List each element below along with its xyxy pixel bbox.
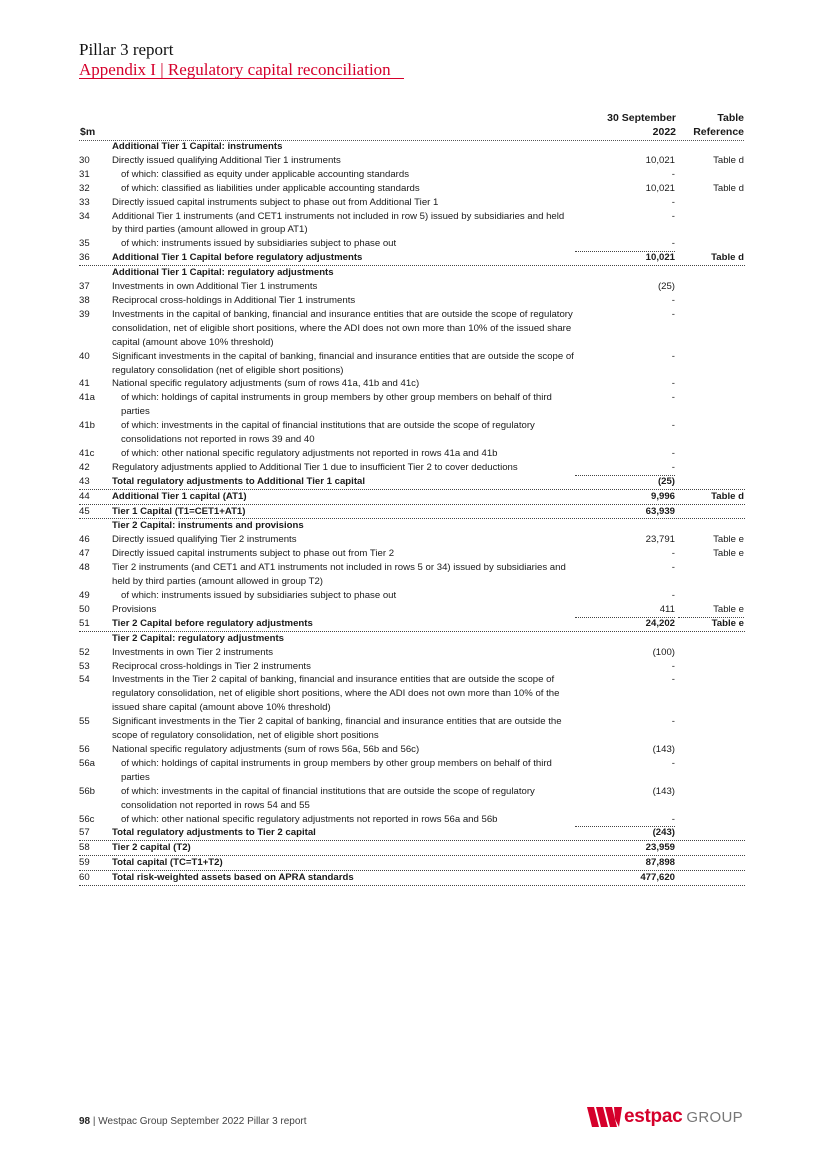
row-value: (25) (657, 475, 675, 487)
table-row (79, 757, 745, 785)
row-number: 56b (79, 785, 96, 797)
page-footer (79, 1116, 307, 1127)
row-value: - (575, 813, 675, 828)
row-reference: Table d (711, 252, 744, 264)
capital-reconciliation-table (79, 140, 745, 886)
row-value: 10,021 (645, 154, 675, 166)
table-row (79, 391, 745, 419)
table-row (79, 475, 745, 490)
row-number: 53 (79, 660, 90, 672)
table-row (79, 294, 745, 308)
row-number: 50 (79, 603, 90, 615)
row-value: (100) (652, 646, 675, 658)
row-value: - (575, 237, 675, 252)
table-row (79, 210, 745, 238)
row-number: 38 (79, 294, 90, 306)
row-value: - (671, 447, 675, 459)
row-value: - (671, 716, 675, 728)
row-description: Directly issued qualifying Additional Tier 1 instruments (112, 154, 341, 166)
row-number: 43 (79, 475, 90, 487)
row-description: Total risk-weighted assets based on APRA standards (112, 872, 354, 884)
row-reference: Table e (713, 548, 744, 560)
row-description: Additional Tier 1 capital (AT1) (112, 490, 247, 502)
logo-brand-text: estpac (624, 1106, 683, 1127)
row-description: Total regulatory adjustments to Additional Tier 1 capital (112, 475, 366, 487)
row-value: - (671, 590, 675, 601)
table-row (79, 505, 745, 520)
row-number: 35 (79, 238, 90, 250)
row-number: 56 (79, 743, 90, 755)
row-value: - (671, 420, 675, 432)
row-number: 44 (79, 490, 90, 502)
row-description: Additional Tier 1 Capital: regulatory adjustments (112, 267, 334, 279)
ref-header-line1: Table (717, 112, 744, 124)
row-reference: Table e (678, 603, 744, 618)
table-row (79, 660, 745, 674)
table-row (79, 237, 745, 251)
row-number: 41 (79, 378, 90, 390)
row-description: Directly issued capital instruments subject to phase out from Additional Tier 1 (112, 196, 439, 208)
table-row (79, 715, 745, 743)
row-value: - (671, 660, 675, 672)
footer-text: | Westpac Group September 2022 Pillar 3 report (90, 1116, 307, 1127)
table-row (79, 646, 745, 660)
row-number: 39 (79, 308, 90, 320)
section-heading-row (79, 632, 745, 646)
table-row (79, 673, 745, 715)
row-number: 60 (79, 872, 90, 884)
row-description: Investments in the capital of banking, financial and insurance entities that are outside the scope of regulatory consolidation, net of eligible short positions, where the ADI does not own more than 10% of the issued share capital (amount above 10% threshold) (112, 308, 573, 348)
table-row (79, 447, 745, 461)
row-value: - (671, 757, 675, 769)
table-row (79, 826, 745, 841)
row-reference: Table e (711, 617, 744, 629)
row-description: Tier 2 capital (T2) (112, 842, 191, 854)
row-description: Tier 2 Capital: instruments and provisions (112, 520, 304, 532)
row-description: Tier 2 Capital before regulatory adjustments (112, 617, 313, 629)
table-row (79, 785, 745, 813)
row-description: Directly issued qualifying Tier 2 instruments (112, 534, 297, 546)
row-number: 30 (79, 154, 90, 166)
table-row (79, 841, 745, 856)
row-description: National specific regulatory adjustments (sum of rows 56a, 56b and 56c) (112, 743, 420, 755)
row-description: Tier 1 Capital (T1=CET1+AT1) (112, 505, 246, 517)
row-description: Investments in own Tier 2 instruments (112, 646, 274, 658)
row-number: 47 (79, 548, 90, 560)
table-row (79, 813, 745, 827)
row-description: Total capital (TC=T1+T2) (112, 857, 223, 869)
row-reference: Table d (711, 490, 744, 502)
row-description: of which: investments in the capital of financial institutions that are outside the scope of regulatory consolidation not reported in rows 54 and 55 (121, 785, 535, 811)
unit-header: $m (80, 126, 96, 138)
row-value: 477,620 (640, 872, 675, 884)
row-number: 58 (79, 842, 90, 854)
row-value: - (671, 210, 675, 222)
row-number: 54 (79, 674, 90, 686)
row-number: 41c (79, 447, 95, 459)
table-row (79, 871, 745, 886)
row-number: 41a (79, 392, 96, 404)
row-value: - (671, 168, 675, 180)
row-description: of which: classified as liabilities under applicable accounting standards (121, 182, 420, 194)
row-value: (143) (652, 743, 675, 755)
row-description: of which: investments in the capital of financial institutions that are outside the scope of regulatory consolidations not reported in rows 39 and 40 (121, 420, 535, 446)
row-description: Additional Tier 1 Capital: instruments (112, 141, 283, 152)
title-underline (79, 78, 404, 79)
row-number: 59 (79, 857, 90, 869)
row-number: 49 (79, 590, 90, 601)
row-reference: Table d (713, 154, 744, 166)
row-number: 34 (79, 210, 90, 222)
table-row (79, 280, 745, 294)
row-number: 36 (79, 252, 90, 264)
row-number: 57 (79, 827, 90, 839)
row-description: Provisions (112, 603, 157, 615)
row-description: of which: holdings of capital instruments in group members by other group members on behalf of third parties (121, 392, 552, 418)
row-value: - (671, 548, 675, 560)
row-value: - (671, 308, 675, 320)
westpac-w-icon (587, 1107, 623, 1127)
reference-column-header (683, 111, 744, 139)
row-value: (25) (657, 281, 675, 293)
row-value: - (671, 378, 675, 390)
row-description: Tier 2 Capital: regulatory adjustments (112, 632, 285, 644)
page-number: 98 (79, 1116, 91, 1127)
row-number: 42 (79, 461, 90, 473)
row-number: 33 (79, 196, 90, 208)
row-description: Significant investments in the capital of banking, financial and insurance entities that are outside the scope of regulatory consolidation (net of eligible short positions) (112, 350, 574, 376)
row-number: 46 (79, 534, 90, 546)
row-value: - (671, 562, 675, 574)
table-row (79, 182, 745, 196)
row-description: Investments in own Additional Tier 1 instruments (112, 281, 318, 293)
row-value: 23,791 (645, 534, 675, 546)
row-description: of which: other national specific regulatory adjustments not reported in rows 56a and 56b (121, 813, 498, 825)
row-number: 45 (79, 505, 90, 517)
section-heading-row (79, 140, 745, 154)
date-header-line1: 30 September (607, 112, 676, 124)
table-row (79, 308, 745, 350)
row-reference: Table e (713, 534, 744, 546)
row-value: - (671, 350, 675, 362)
row-number: 37 (79, 281, 90, 293)
row-number: 48 (79, 562, 90, 574)
report-title: Pillar 3 report (79, 40, 174, 59)
row-value: 24,202 (645, 617, 675, 629)
row-value: - (671, 674, 675, 686)
section-heading-row (79, 266, 745, 280)
table-row (79, 589, 745, 603)
table-row (79, 603, 745, 617)
row-value: - (671, 294, 675, 306)
row-number: 31 (79, 168, 90, 180)
row-value: 10,021 (645, 252, 675, 264)
row-reference: Table d (713, 182, 744, 194)
section-title: Appendix I | Regulatory capital reconciliation (79, 60, 391, 79)
row-number: 51 (79, 617, 90, 629)
table-row (79, 490, 745, 505)
table-row (79, 168, 745, 182)
table-row (79, 533, 745, 547)
table-row (79, 743, 745, 757)
row-value: 87,898 (645, 857, 675, 869)
row-description: Investments in the Tier 2 capital of banking, financial and insurance entities that are outside the scope of regulatory consolidation, net of eligible short positions, where the ADI does not own more than 10% of the issued share capital (amount above 10% threshold) (112, 674, 560, 714)
row-description: National specific regulatory adjustments (sum of rows 41a, 41b and 41c) (112, 378, 420, 390)
row-description: Regulatory adjustments applied to Additional Tier 1 due to insufficient Tier 2 to cover deductions (112, 461, 518, 473)
row-description: Additional Tier 1 Capital before regulatory adjustments (112, 252, 363, 264)
table-row (79, 617, 745, 632)
westpac-logo (587, 1104, 743, 1130)
logo-group-text: GROUP (686, 1108, 743, 1126)
table-row (79, 377, 745, 391)
row-description: of which: other national specific regulatory adjustments not reported in rows 41a and 41b (121, 447, 498, 459)
table-row (79, 154, 745, 168)
row-value: - (575, 461, 675, 476)
row-value: 411 (575, 603, 675, 618)
row-description: of which: instruments issued by subsidiaries subject to phase out (121, 590, 397, 601)
row-value: (243) (652, 827, 675, 839)
date-header-line2: 2022 (652, 126, 676, 138)
table-row (79, 561, 745, 589)
table-row (79, 461, 745, 475)
row-description: Directly issued capital instruments subject to phase out from Tier 2 (112, 548, 395, 560)
row-value: (143) (652, 785, 675, 797)
date-column-header (575, 111, 676, 139)
row-value: 10,021 (645, 182, 675, 194)
row-description: Significant investments in the Tier 2 capital of banking, financial and insurance entities that are outside the scope of regulatory consolidation, net of eligible short positions (112, 716, 562, 742)
row-description: of which: classified as equity under applicable accounting standards (121, 168, 409, 180)
row-description: Reciprocal cross-holdings in Tier 2 instruments (112, 660, 311, 672)
row-description: Tier 2 instruments (and CET1 and AT1 instruments not included in rows 5 or 34) issued by subsidiaries and held by third parties (amount allowed in group T2) (112, 562, 566, 588)
row-number: 40 (79, 350, 90, 362)
table-row (79, 196, 745, 210)
row-value: - (671, 392, 675, 404)
section-heading-row (79, 519, 745, 533)
row-description: Additional Tier 1 instruments (and CET1 instruments not included in row 5) issued by subsidiaries and held by third parties (amount allowed in group AT1) (112, 210, 565, 236)
row-value: 63,939 (645, 505, 675, 517)
row-number: 41b (79, 420, 96, 432)
table-row (79, 547, 745, 561)
ref-header-line2: Reference (693, 126, 744, 138)
row-value: 23,959 (645, 842, 675, 854)
table-row (79, 350, 745, 378)
row-value: 9,996 (650, 490, 675, 502)
row-description: of which: holdings of capital instruments in group members by other group members on behalf of third parties (121, 757, 552, 783)
table-row (79, 856, 745, 871)
row-description: Total regulatory adjustments to Tier 2 capital (112, 827, 316, 839)
row-number: 56c (79, 813, 95, 825)
row-number: 56a (79, 757, 96, 769)
row-number: 32 (79, 182, 90, 194)
row-description: of which: instruments issued by subsidiaries subject to phase out (121, 238, 397, 250)
table-row (79, 251, 745, 266)
table-row (79, 419, 745, 447)
row-value: - (671, 196, 675, 208)
row-description: Reciprocal cross-holdings in Additional Tier 1 instruments (112, 294, 356, 306)
row-number: 52 (79, 646, 90, 658)
row-number: 55 (79, 716, 90, 728)
